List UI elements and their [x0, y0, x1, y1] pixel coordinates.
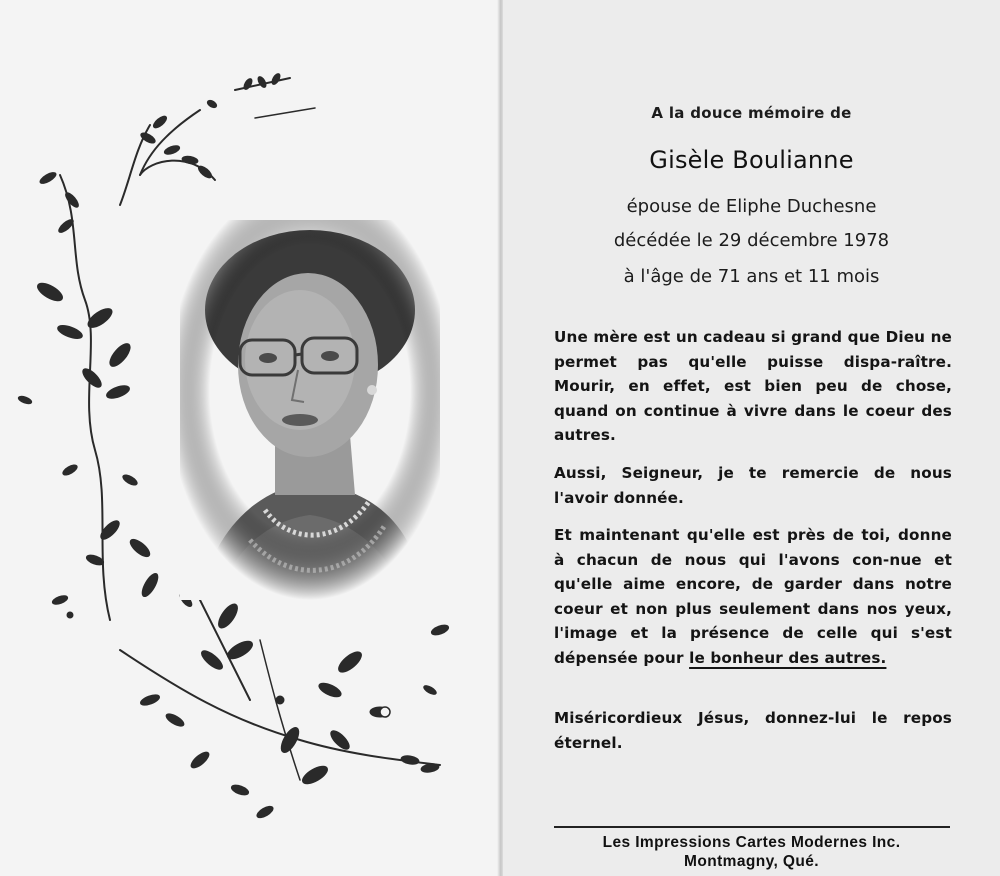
printer-name: Les Impressions Cartes Modernes Inc. — [602, 834, 901, 851]
printer-divider — [554, 826, 950, 828]
underlined-phrase: le bonheur des autres. — [689, 648, 887, 667]
death-date-line: décédée le 29 décembre 1978 — [613, 230, 890, 251]
poem-paragraph-2: Aussi, Seigneur, je te remercie de nous l'avoir donnée. — [554, 464, 952, 507]
poem-paragraph-3-text: Et maintenant qu'elle est près de toi, donne à chacun de nous qui l'avons con-nue et qu'elle aime encore, de garder dans notre coeur et non plus seulement dans nos yeux, l'image et la présence de celle qui s'est dépensée pour — [554, 526, 952, 667]
portrait-photo — [180, 220, 440, 600]
poem-paragraph-1: Une mère est un cadeau si grand que Dieu ne permet pas qu'elle puisse dispa-raître. Mourir, en effet, est bien peu de chose, quand on continue à vivre dans le coeur des autres. — [554, 328, 952, 445]
age-line: à l'âge de 71 ans et 11 mois — [623, 266, 880, 287]
card-right-panel — [503, 0, 1000, 876]
deceased-name: Gisèle Boulianne — [649, 146, 854, 174]
poem-paragraph-3 — [554, 523, 952, 671]
printer-city: Montmagny, Qué. — [684, 853, 819, 870]
spouse-line: épouse de Eliphe Duchesne — [626, 196, 877, 217]
memorial-header: A la douce mémoire de — [651, 104, 852, 122]
poem-paragraph-4: Miséricordieux Jésus, donnez-lui le repos éternel. — [554, 709, 952, 752]
